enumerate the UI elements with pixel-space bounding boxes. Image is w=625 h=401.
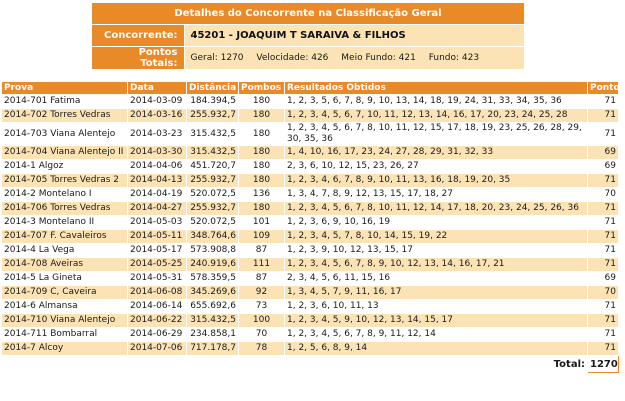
prova-cell: 2014-6 Almansa bbox=[2, 300, 128, 314]
col-distancia: Distância bbox=[187, 82, 239, 95]
distancia-cell: 315.432,5 bbox=[187, 314, 239, 328]
pombos-cell: 180 bbox=[239, 174, 285, 188]
pontos-cell: 71 bbox=[588, 300, 619, 314]
data-cell: 2014-04-06 bbox=[128, 160, 187, 174]
resultados-cell: 1, 2, 5, 6, 8, 9, 14 bbox=[285, 342, 588, 356]
pontos-cell: 71 bbox=[588, 258, 619, 272]
resultados-cell: 1, 2, 3, 4, 5, 6, 7, 8, 10, 11, 12, 14, 17, 18, 20, 23, 24, 25, 26, 36 bbox=[285, 202, 588, 216]
table-row bbox=[2, 244, 619, 258]
resultados-cell: 2, 3, 4, 5, 6, 11, 15, 16 bbox=[285, 272, 588, 286]
resultados-cell: 1, 2, 3, 4, 5, 6, 7, 8, 10, 11, 12, 15, 17, 18, 19, 23, 25, 26, 28, 29, 30, 35, 36 bbox=[285, 123, 588, 146]
data-cell: 2014-03-16 bbox=[128, 109, 187, 123]
pombos-cell: 180 bbox=[239, 202, 285, 216]
prova-cell: 2014-701 Fatima bbox=[2, 95, 128, 109]
data-cell: 2014-03-23 bbox=[128, 123, 187, 146]
prova-cell: 2014-7 Alcoy bbox=[2, 342, 128, 356]
distancia-cell: 255.932,7 bbox=[187, 109, 239, 123]
pontos-cell: 71 bbox=[588, 123, 619, 146]
data-cell: 2014-06-22 bbox=[128, 314, 187, 328]
col-pombos: Pombos bbox=[239, 82, 285, 95]
data-cell: 2014-05-31 bbox=[128, 272, 187, 286]
table-row bbox=[2, 272, 619, 286]
pombos-cell: 180 bbox=[239, 95, 285, 109]
table-row bbox=[2, 123, 619, 146]
distancia-cell: 717.178,7 bbox=[187, 342, 239, 356]
data-cell: 2014-06-08 bbox=[128, 286, 187, 300]
col-resultados: Resultados Obtidos bbox=[285, 82, 588, 95]
table-row bbox=[2, 314, 619, 328]
prova-cell: 2014-702 Torres Vedras bbox=[2, 109, 128, 123]
pontos-cell: 71 bbox=[588, 202, 619, 216]
table-row bbox=[2, 146, 619, 160]
data-cell: 2014-04-27 bbox=[128, 202, 187, 216]
concorrente-label: Concorrente: bbox=[92, 24, 184, 46]
data-cell: 2014-07-06 bbox=[128, 342, 187, 356]
prova-cell: 2014-1 Algoz bbox=[2, 160, 128, 174]
resultados-cell: 1, 2, 3, 9, 10, 12, 13, 15, 17 bbox=[285, 244, 588, 258]
table-header-row bbox=[2, 82, 619, 95]
pombos-cell: 109 bbox=[239, 230, 285, 244]
data-cell: 2014-05-11 bbox=[128, 230, 187, 244]
pontos-cell: 71 bbox=[588, 109, 619, 123]
prova-cell: 2014-5 La Gineta bbox=[2, 272, 128, 286]
resultados-cell: 1, 2, 3, 4, 5, 9, 10, 12, 13, 14, 15, 17 bbox=[285, 314, 588, 328]
resultados-cell: 1, 2, 3, 4, 5, 7, 8, 10, 14, 15, 19, 22 bbox=[285, 230, 588, 244]
prova-cell: 2014-707 F. Cavaleiros bbox=[2, 230, 128, 244]
pombos-cell: 87 bbox=[239, 272, 285, 286]
pontos-cell: 71 bbox=[588, 216, 619, 230]
pontos-totais-label: Pontos Totais: bbox=[92, 46, 184, 69]
table-row bbox=[2, 188, 619, 202]
resultados-cell: 1, 3, 4, 5, 7, 9, 11, 16, 17 bbox=[285, 286, 588, 300]
resultados-cell: 1, 2, 3, 6, 9, 10, 16, 19 bbox=[285, 216, 588, 230]
data-cell: 2014-03-30 bbox=[128, 146, 187, 160]
pombos-cell: 180 bbox=[239, 160, 285, 174]
distancia-cell: 451.720,7 bbox=[187, 160, 239, 174]
pontos-cell: 71 bbox=[588, 342, 619, 356]
data-cell: 2014-05-25 bbox=[128, 258, 187, 272]
fundo-total: Fundo: 423 bbox=[428, 52, 480, 63]
data-cell: 2014-06-29 bbox=[128, 328, 187, 342]
table-row bbox=[2, 202, 619, 216]
concorrente-value: 45201 - JOAQUIM T SARAIVA & FILHOS bbox=[184, 24, 524, 46]
pontos-totais-values bbox=[184, 46, 524, 69]
table-row bbox=[2, 328, 619, 342]
total-row bbox=[2, 356, 619, 373]
resultados-cell: 1, 2, 3, 6, 10, 11, 13 bbox=[285, 300, 588, 314]
resultados-cell: 2, 3, 6, 10, 12, 15, 23, 26, 27 bbox=[285, 160, 588, 174]
pombos-cell: 101 bbox=[239, 216, 285, 230]
pombos-cell: 92 bbox=[239, 286, 285, 300]
pontos-cell: 71 bbox=[588, 328, 619, 342]
prova-cell: 2014-705 Torres Vedras 2 bbox=[2, 174, 128, 188]
table-row bbox=[2, 300, 619, 314]
prova-cell: 2014-3 Montelano II bbox=[2, 216, 128, 230]
table-row bbox=[2, 258, 619, 272]
resultados-cell: 1, 2, 3, 4, 5, 6, 7, 10, 11, 12, 13, 14, 16, 17, 20, 23, 24, 25, 28 bbox=[285, 109, 588, 123]
table-row bbox=[2, 109, 619, 123]
distancia-cell: 255.932,7 bbox=[187, 202, 239, 216]
prova-cell: 2014-710 Viana Alentejo bbox=[2, 314, 128, 328]
table-row bbox=[2, 216, 619, 230]
data-cell: 2014-05-03 bbox=[128, 216, 187, 230]
resultados-cell: 1, 2, 3, 4, 5, 6, 7, 8, 9, 10, 12, 13, 14, 16, 17, 21 bbox=[285, 258, 588, 272]
card-title: Detalhes do Concorrente na Classificação Geral bbox=[92, 3, 524, 24]
meio-fundo-total: Meio Fundo: 421 bbox=[341, 52, 416, 63]
distancia-cell: 315.432,5 bbox=[187, 123, 239, 146]
distancia-cell: 578.359,5 bbox=[187, 272, 239, 286]
distancia-cell: 348.764,6 bbox=[187, 230, 239, 244]
pombos-cell: 111 bbox=[239, 258, 285, 272]
prova-cell: 2014-708 Aveiras bbox=[2, 258, 128, 272]
distancia-cell: 520.072,5 bbox=[187, 188, 239, 202]
prova-cell: 2014-711 Bombarral bbox=[2, 328, 128, 342]
pontos-cell: 70 bbox=[588, 286, 619, 300]
pombos-cell: 180 bbox=[239, 146, 285, 160]
pombos-cell: 73 bbox=[239, 300, 285, 314]
pontos-cell: 70 bbox=[588, 188, 619, 202]
prova-cell: 2014-4 La Vega bbox=[2, 244, 128, 258]
table-row bbox=[2, 160, 619, 174]
data-cell: 2014-04-19 bbox=[128, 188, 187, 202]
distancia-cell: 573.908,8 bbox=[187, 244, 239, 258]
geral-total: Geral: 1270 bbox=[190, 52, 244, 63]
resultados-cell: 1, 3, 4, 7, 8, 9, 12, 13, 15, 17, 18, 27 bbox=[285, 188, 588, 202]
distancia-cell: 655.692,6 bbox=[187, 300, 239, 314]
total-label: Total: bbox=[2, 356, 588, 373]
pontos-cell: 71 bbox=[588, 314, 619, 328]
pombos-cell: 180 bbox=[239, 109, 285, 123]
distancia-cell: 255.932,7 bbox=[187, 174, 239, 188]
data-cell: 2014-05-17 bbox=[128, 244, 187, 258]
velocidade-total: Velocidade: 426 bbox=[256, 52, 329, 63]
distancia-cell: 234.858,1 bbox=[187, 328, 239, 342]
col-data: Data bbox=[128, 82, 187, 95]
distancia-cell: 520.072,5 bbox=[187, 216, 239, 230]
prova-cell: 2014-703 Viana Alentejo bbox=[2, 123, 128, 146]
resultados-cell: 1, 2, 3, 5, 6, 7, 8, 9, 10, 13, 14, 18, 19, 24, 31, 33, 34, 35, 36 bbox=[285, 95, 588, 109]
distancia-cell: 184.394,5 bbox=[187, 95, 239, 109]
col-pontos: Pontos bbox=[588, 82, 619, 95]
pontos-cell: 71 bbox=[588, 174, 619, 188]
pombos-cell: 78 bbox=[239, 342, 285, 356]
resultados-cell: 1, 2, 3, 4, 5, 6, 7, 8, 9, 11, 12, 14 bbox=[285, 328, 588, 342]
pombos-cell: 70 bbox=[239, 328, 285, 342]
table-row bbox=[2, 230, 619, 244]
table-row bbox=[2, 286, 619, 300]
pontos-cell: 71 bbox=[588, 230, 619, 244]
pontos-cell: 71 bbox=[588, 244, 619, 258]
pontos-cell: 71 bbox=[588, 95, 619, 109]
pontos-cell: 69 bbox=[588, 146, 619, 160]
total-value: 1270 bbox=[588, 356, 619, 373]
pontos-cell: 69 bbox=[588, 160, 619, 174]
distancia-cell: 315.432,5 bbox=[187, 146, 239, 160]
distancia-cell: 240.919,6 bbox=[187, 258, 239, 272]
table-row bbox=[2, 342, 619, 356]
pombos-cell: 136 bbox=[239, 188, 285, 202]
pontos-cell: 69 bbox=[588, 272, 619, 286]
col-prova: Prova bbox=[2, 82, 128, 95]
pombos-cell: 87 bbox=[239, 244, 285, 258]
prova-cell: 2014-706 Torres Vedras bbox=[2, 202, 128, 216]
pombos-cell: 100 bbox=[239, 314, 285, 328]
prova-cell: 2014-2 Montelano I bbox=[2, 188, 128, 202]
resultados-cell: 1, 2, 3, 4, 6, 7, 8, 9, 10, 11, 13, 16, 18, 19, 20, 35 bbox=[285, 174, 588, 188]
data-cell: 2014-04-13 bbox=[128, 174, 187, 188]
prova-cell: 2014-704 Viana Alentejo II bbox=[2, 146, 128, 160]
competitor-summary-card bbox=[92, 3, 524, 69]
prova-cell: 2014-709 C, Caveira bbox=[2, 286, 128, 300]
table-row bbox=[2, 174, 619, 188]
results-table bbox=[1, 81, 625, 373]
data-cell: 2014-03-09 bbox=[128, 95, 187, 109]
table-row bbox=[2, 95, 619, 109]
data-cell: 2014-06-14 bbox=[128, 300, 187, 314]
resultados-cell: 1, 4, 10, 16, 17, 23, 24, 27, 28, 29, 31, 32, 33 bbox=[285, 146, 588, 160]
distancia-cell: 345.269,6 bbox=[187, 286, 239, 300]
pombos-cell: 180 bbox=[239, 123, 285, 146]
